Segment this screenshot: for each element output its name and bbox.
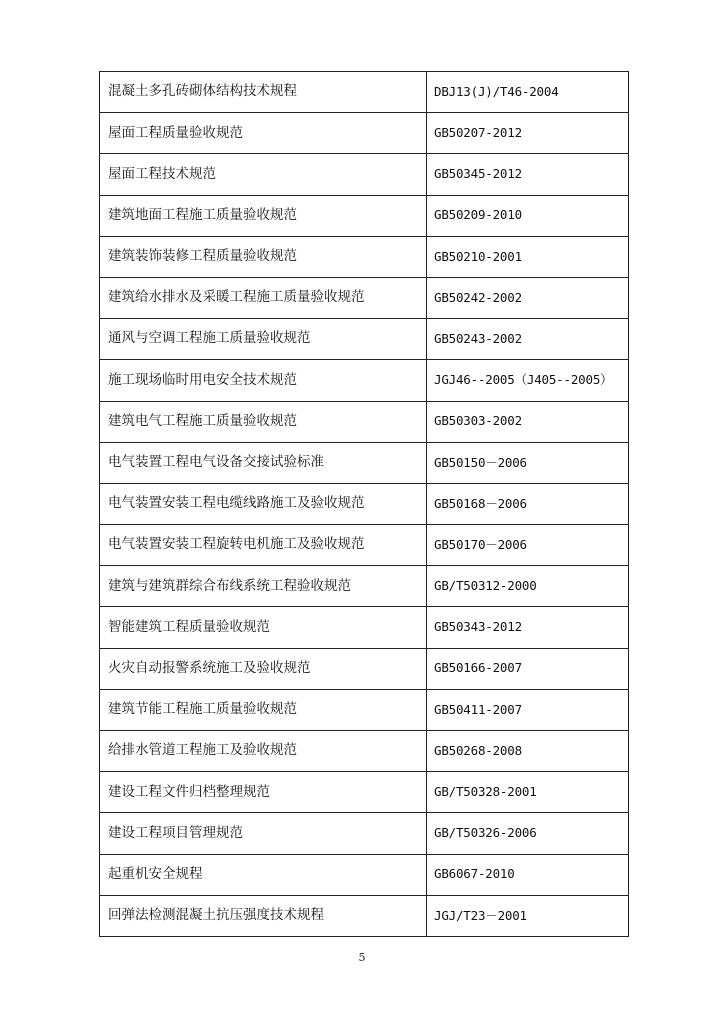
table-row [100, 525, 629, 566]
table-row [100, 442, 629, 483]
standard-name-cell: 智能建筑工程质量验收规范 [100, 607, 427, 648]
table-row [100, 607, 629, 648]
standard-name-cell: 建筑给水排水及采暖工程施工质量验收规范 [100, 277, 427, 318]
standard-code-cell: JGJ46--2005（J405--2005） [427, 360, 629, 401]
standard-code-cell: DBJ13(J)/T46-2004 [427, 72, 629, 113]
table-row [100, 772, 629, 813]
table-row [100, 566, 629, 607]
standard-name-cell: 电气装置工程电气设备交接试验标准 [100, 442, 427, 483]
standard-code-cell: GB50170－2006 [427, 525, 629, 566]
table-row [100, 895, 629, 936]
table-row [100, 72, 629, 113]
standard-name-cell: 施工现场临时用电安全技术规范 [100, 360, 427, 401]
standard-name-cell: 起重机安全规程 [100, 854, 427, 895]
table-row [100, 154, 629, 195]
standard-code-cell: GB50210-2001 [427, 236, 629, 277]
table-row [100, 236, 629, 277]
standard-code-cell: GB50303-2002 [427, 401, 629, 442]
standard-name-cell: 混凝土多孔砖砌体结构技术规程 [100, 72, 427, 113]
standard-code-cell: GB6067-2010 [427, 854, 629, 895]
table-row [100, 731, 629, 772]
table-row [100, 689, 629, 730]
standard-name-cell: 屋面工程技术规范 [100, 154, 427, 195]
table-row [100, 360, 629, 401]
table-row [100, 319, 629, 360]
standard-name-cell: 建筑与建筑群综合布线系统工程验收规范 [100, 566, 427, 607]
standard-name-cell: 建筑电气工程施工质量验收规范 [100, 401, 427, 442]
standard-name-cell: 建设工程项目管理规范 [100, 813, 427, 854]
standard-name-cell: 屋面工程质量验收规范 [100, 113, 427, 154]
standard-code-cell: GB50268-2008 [427, 731, 629, 772]
table-row [100, 277, 629, 318]
standard-code-cell: GB/T50328-2001 [427, 772, 629, 813]
standard-code-cell: GB50411-2007 [427, 689, 629, 730]
table-row [100, 854, 629, 895]
table-row [100, 483, 629, 524]
standard-name-cell: 电气装置安装工程旋转电机施工及验收规范 [100, 525, 427, 566]
standards-table [99, 71, 629, 937]
standard-name-cell: 建设工程文件归档整理规范 [100, 772, 427, 813]
standard-code-cell: GB/T50312-2000 [427, 566, 629, 607]
standard-name-cell: 回弹法检测混凝土抗压强度技术规程 [100, 895, 427, 936]
standard-code-cell: GB50207-2012 [427, 113, 629, 154]
table-row [100, 648, 629, 689]
standard-code-cell: GB50166-2007 [427, 648, 629, 689]
table-row [100, 401, 629, 442]
standard-code-cell: GB50243-2002 [427, 319, 629, 360]
standard-name-cell: 通风与空调工程施工质量验收规范 [100, 319, 427, 360]
standard-code-cell: GB50168－2006 [427, 483, 629, 524]
table-row [100, 195, 629, 236]
standard-name-cell: 火灾自动报警系统施工及验收规范 [100, 648, 427, 689]
standard-code-cell: GB50150－2006 [427, 442, 629, 483]
standard-name-cell: 建筑地面工程施工质量验收规范 [100, 195, 427, 236]
page-number: 5 [358, 951, 366, 964]
standard-code-cell: GB50209-2010 [427, 195, 629, 236]
standard-code-cell: JGJ/T23－2001 [427, 895, 629, 936]
standard-code-cell: GB50242-2002 [427, 277, 629, 318]
standards-table-body [100, 72, 629, 937]
standard-name-cell: 电气装置安装工程电缆线路施工及验收规范 [100, 483, 427, 524]
standard-code-cell: GB/T50326-2006 [427, 813, 629, 854]
standard-name-cell: 给排水管道工程施工及验收规范 [100, 731, 427, 772]
standard-name-cell: 建筑节能工程施工质量验收规范 [100, 689, 427, 730]
standard-code-cell: GB50343-2012 [427, 607, 629, 648]
table-row [100, 113, 629, 154]
standard-name-cell: 建筑装饰装修工程质量验收规范 [100, 236, 427, 277]
standard-code-cell: GB50345-2012 [427, 154, 629, 195]
table-row [100, 813, 629, 854]
